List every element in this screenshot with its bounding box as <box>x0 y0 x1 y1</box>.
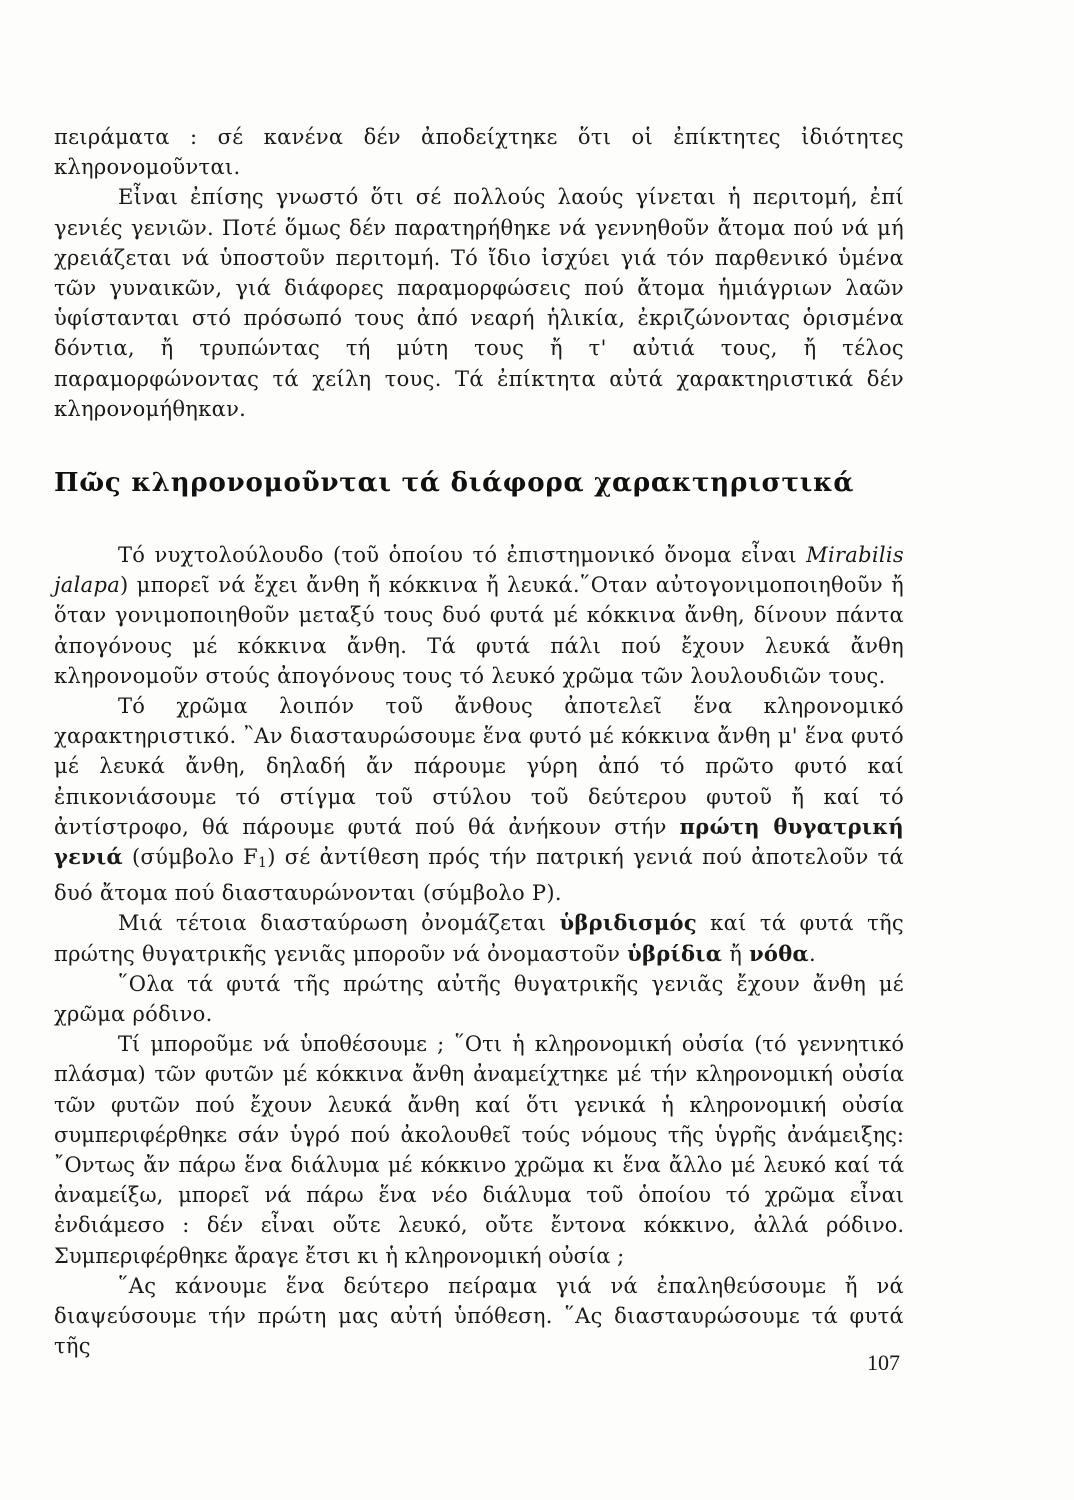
page-number: 107 <box>867 1350 900 1375</box>
term-bastards: νόθα <box>749 940 810 966</box>
paragraph: Τί μποροῦμε νά ὑποθέσουμε ; ῞Οτι ἡ κληρονομική οὐσία (τό γεννητικό πλάσμα) τῶν φυτῶν μέ κόκκινα ἄνθη ἀναμείχτηκε μέ τήν κληρονομική οὐσία τῶν φυτῶν πού ἔχουν λευκά ἄνθη καί ὅτι γενικά ἡ κληρονομική οὐσία συμπεριφέρθηκε σάν ὑγρό πού ἀκολουθεῖ τούς νόμους τῆς ὑγρῆς ἀνάμειξης: ῎Οντως ἄν πάρω ἕνα διάλυμα μέ κόκκινο χρῶμα κι ἕνα ἄλλο μέ λευκό καί τά ἀναμείξω, μπορεῖ νά πάρω ἕνα νέο διάλυμα τοῦ ὁποίου τό χρῶμα εἶναι ἐνδιάμεσο : δέν εἶναι οὔτε λευκό, οὔτε ἔντονα κόκκινο, ἀλλά ρόδινο. Συμπεριφέρθηκε ἄραγε ἔτσι κι ἡ κληρονομική οὐσία ; <box>54 1032 904 1268</box>
paragraph: πειράματα : σέ κανένα δέν ἀποδείχτηκε ὅτι οἱ ἐπίκτητες ἰδιότητες κληρονομοῦνται. <box>54 125 904 180</box>
paragraph: ῞Ας κάνουμε ἕνα δεύτερο πείραμα γιά νά ἐπαληθεύσουμε ἤ νά διαψεύσουμε τήν πρώτη μας αὐτή ὑπόθεση. ῞Ας διασταυρώσουμε τά φυτά τῆς <box>54 1273 904 1359</box>
text-span: (σύμβολο F <box>123 845 259 870</box>
subscript: 1 <box>258 855 268 872</box>
term-first-generation: πρώτη θυγατρική γενιά <box>54 813 904 870</box>
section-body <box>54 540 904 1361</box>
text-span: ἤ <box>722 941 750 966</box>
text-span: ) σέ ἀντίθεση πρός τήν πατρική γενιά πού ἀποτελοῦν τά δυό ἄτομα πού διασταυρώνονται (σύμβολο P). <box>54 845 904 906</box>
term-hybrids: ὑβρίδια <box>627 940 723 966</box>
term-hybridization: ὑβριδισμός <box>559 910 697 936</box>
text-span: . <box>809 941 816 966</box>
paragraph <box>54 540 904 691</box>
text-span: Τό χρῶμα λοιπόν τοῦ ἄνθους ἀποτελεῖ ἕνα κληρονομικό χαρακτηριστικό. ῍Αν διασταυρώσουμε ἕνα φυτό μέ κόκκινα ἄνθη μ' ἕνα φυτό μέ λευκά ἄνθη, δηλαδή ἄν πάρουμε γύρη ἀπό τό πρῶτο φυτό καί ἐπικονιάσουμε τό στίγμα τοῦ στύλου τοῦ δεύτερου φυτοῦ ἤ καί τό ἀντίστροφο, θά πάρουμε φυτά πού θά ἀνήκουν στήν <box>54 694 904 839</box>
paragraph: Εἶναι ἐπίσης γνωστό ὅτι σέ πολλούς λαούς γίνεται ἡ περιτομή, ἐπί γενιές γενιῶν. Ποτέ ὅμως δέν παρατηρήθηκε νά γεννηθοῦν ἄτομα πού νά μή χρειάζεται νά ὑποστοῦν περιτομή. Τό ἴδιο ἰσχύει γιά τόν παρθενικό ὑμένα τῶν γυναικῶν, γιά διάφορες παραμορφώσεις πού ἄτομα ἡμιάγριων λαῶν ὑφίστανται στό πρόσωπό τους ἀπό νεαρή ἡλικία, ἐκριζώνοντας ὁρισμένα δόντια, ἤ τρυπώντας τή μύτη τους ἤ τ' αὐτιά τους, ἤ τέλος παραμορφώνοντας τά χείλη τους. Τά ἐπίκτητα αὐτά χαρακτηριστικά δέν κληρονομήθηκαν. <box>54 185 904 421</box>
section-heading: Πῶς κληρονομοῦνται τά διάφορα χαρακτηριστικά <box>54 468 855 498</box>
paragraph <box>54 908 904 968</box>
text-span: ) μπορεῖ νά ἔχει ἄνθη ἤ κόκκινα ἤ λευκά.῞Οταν αὐτογονιμοποιηθοῦν ἤ ὅταν γονιμοποιηθοῦν μεταξύ τους δυό φυτά μέ κόκκινα ἄνθη, δίνουν πάντα ἀπογόνους μέ κόκκινα ἄνθη. Τά φυτά πάλι πού ἔχουν λευκά ἄνθη κληρονομοῦν στούς ἀπογόνους τους τό λευκό χρῶμα τῶν λουλουδιῶν τους. <box>54 573 904 688</box>
text-span: καί τά φυτά τῆς πρώτης θυγατρικῆς γενιᾶς μποροῦν νά ὀνομαστοῦν <box>54 911 904 966</box>
paragraph: ῞Ολα τά φυτά τῆς πρώτης αὐτῆς θυγατρικῆς γενιᾶς ἔχουν ἄνθη μέ χρῶμα ρόδινο. <box>54 971 904 1027</box>
paragraph <box>54 691 904 908</box>
species-name: Mirabilis jalapa <box>54 543 904 598</box>
text-span: Μιά τέτοια διασταύρωση ὀνομάζεται <box>118 911 560 936</box>
text-span: Τό νυχτολούλουδο (τοῦ ὁποίου τό ἐπιστημονικό ὄνομα εἶναι <box>118 543 807 567</box>
intro-text <box>54 122 904 424</box>
